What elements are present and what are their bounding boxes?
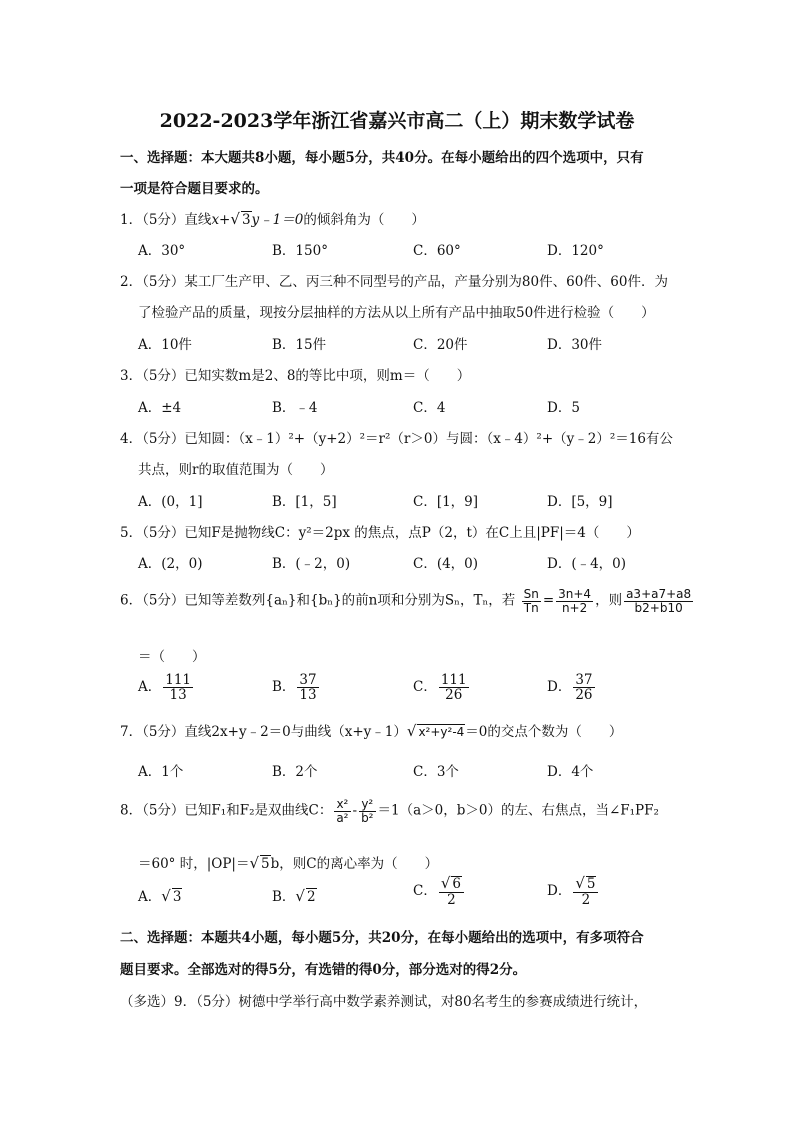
q1-sqrt: 3 <box>241 212 251 228</box>
q6-lead: 6．（5分）已知等差数列{aₙ}和{bₙ}的前n项和分别为Sₙ，Tₙ，若 <box>120 592 516 609</box>
q7-option-b[interactable]: B．2个 <box>272 764 318 780</box>
q6-option-a[interactable]: A． $\frac{111}{13}$ <box>138 672 192 704</box>
q2-option-c[interactable]: C．20件 <box>413 337 468 353</box>
q6-fraction-target: $\frac{a3+a7+a8}{b2+b10}$ <box>626 587 692 615</box>
q4-option-d[interactable]: D．[5，9] <box>547 494 613 510</box>
question-9: （多选）9．（5分）树德中学举行高中数学素养测试，对80名考生的参赛成绩进行统计， <box>120 994 648 1010</box>
q1-option-d[interactable]: D．120° <box>547 243 604 259</box>
q8-fraction-y: $\frac{\text{y²}}{\text{b²}}$ <box>361 797 374 825</box>
section1-heading: 一、选择题：本大题共8小题，每小题5分，共40分。在每小题给出的四个选项中，只有 <box>120 150 644 166</box>
radical-icon: √ <box>575 874 585 892</box>
q8-fraction-x: $\frac{\text{x²}}{\text{a²}}$ <box>336 797 349 825</box>
question-4: 4．（5分）已知圆：（x﹣1）²+（y+2）²＝r²（r＞0）与圆：（x﹣4）²+（y﹣2）²＝16有公 <box>120 431 673 447</box>
question-8: 8．（5分）已知F₁和F₂是双曲线C： $\frac{\text{x²}}{\text{a²}}$ - $\frac{\text{y²}}{\text{b²}}$ ＝1（a＞0，b＞0）的左、右焦点，当∠F₁PF₂ <box>120 797 659 825</box>
q5-option-c[interactable]: C．(4，0) <box>413 556 479 572</box>
radical-icon: √ <box>249 854 260 872</box>
q3-option-d[interactable]: D．5 <box>547 400 580 416</box>
question-2-cont: 了检验产品的质量，现按分层抽样的方法从以上所有产品中抽取50件进行检验（ ） <box>138 305 655 321</box>
radical-icon: √ <box>406 722 417 740</box>
q5-option-d[interactable]: D．(﹣4，0) <box>547 556 627 572</box>
q6-eq: = <box>542 592 555 609</box>
q1-expr-a: x+ <box>211 212 231 228</box>
q6-option-d[interactable]: D． $\frac{37}{26}$ <box>547 672 593 704</box>
q4-option-c[interactable]: C．[1，9] <box>413 494 479 510</box>
radical-icon: √ <box>440 874 451 892</box>
q1-num: 1．（5分）直线 <box>120 212 212 228</box>
q4-option-a[interactable]: A．(0，1] <box>138 494 203 510</box>
q7-sqrt: x²+y²-4 <box>418 725 465 739</box>
radical-icon: √ <box>230 210 240 228</box>
q1-option-a[interactable]: A．30° <box>138 243 186 259</box>
q8-option-a[interactable]: A．√ 3 <box>138 887 182 905</box>
q1-expr-b: y﹣1＝0 <box>251 212 304 228</box>
radical-icon: √ <box>295 887 305 905</box>
question-3: 3．（5分）已知实数m是2、8的等比中项，则m＝（ ） <box>120 368 471 384</box>
q3-option-b[interactable]: B．﹣4 <box>272 400 318 416</box>
section2-heading-cont: 题目要求。全部选对的得5分，有选错的得0分，部分选对的得2分。 <box>120 962 527 978</box>
q5-option-b[interactable]: B．(﹣2，0) <box>272 556 351 572</box>
q2-option-d[interactable]: D．30件 <box>547 337 603 353</box>
q6-fraction-ratio: $\frac{3n+4}{n+2}$ <box>558 587 592 615</box>
q7-option-a[interactable]: A．1个 <box>138 764 184 780</box>
question-7: 7．（5分）直线2x+y﹣2＝0与曲线（x+y﹣1）√ x²+y²-4＝0的交点个数为（ ） <box>120 722 623 740</box>
q1-option-b[interactable]: B．150° <box>272 243 328 259</box>
section1-heading-cont: 一项是符合题目要求的。 <box>120 181 269 197</box>
question-5: 5．（5分）已知F是抛物线C：y²＝2px 的焦点，点P（2，t）在C上且|PF|＝4（ ） <box>120 525 640 541</box>
page-title: 2022-2023学年浙江省嘉兴市高二（上）期末数学试卷 <box>159 110 635 132</box>
q6-then: ，则 <box>595 592 623 609</box>
q7-option-c[interactable]: C．3个 <box>413 764 459 780</box>
radical-icon: √ <box>161 887 171 905</box>
q6-fraction-s-t: $\frac{Sn}{Tn}$ <box>523 587 539 615</box>
question-6 <box>120 588 695 614</box>
q6-option-b[interactable]: B． $\frac{37}{13}$ <box>272 672 317 704</box>
q4-option-b[interactable]: B．[1，5] <box>272 494 337 510</box>
q6-option-c[interactable]: C． $\frac{111}{26}$ <box>413 672 467 704</box>
q5-option-a[interactable]: A．(2，0) <box>138 556 203 572</box>
q7-option-d[interactable]: D．4个 <box>547 764 594 780</box>
section2-heading: 二、选择题：本题共4小题，每小题5分，共20分，在每小题给出的选项中，有多项符合 <box>120 930 644 946</box>
question-8-cont: ＝60° 时，|OP|＝√ 5b，则C的离心率为（ ） <box>138 854 439 872</box>
q8-option-b[interactable]: B．√ 2 <box>272 887 316 905</box>
q3-option-c[interactable]: C．4 <box>413 400 446 416</box>
question-4-cont: 共点，则r的取值范围为（ ） <box>138 462 334 478</box>
question-6-cont: ＝（ ） <box>138 649 206 665</box>
q2-option-b[interactable]: B．15件 <box>272 337 327 353</box>
question-2: 2．（5分）某工厂生产甲、乙、丙三种不同型号的产品，产量分别为80件、60件、60件．为 <box>120 274 668 290</box>
q8-option-c[interactable]: C． $\frac{√ 6}{2}$ <box>413 876 466 907</box>
q8-option-d[interactable]: D． $\frac{√ 5}{2}$ <box>547 876 600 907</box>
q3-option-a[interactable]: A．±4 <box>138 400 182 416</box>
q1-tail: 的倾斜角为（ ） <box>303 212 425 228</box>
q1-option-c[interactable]: C．60° <box>413 243 461 259</box>
question-1 <box>120 208 425 228</box>
q2-option-a[interactable]: A．10件 <box>138 337 192 353</box>
